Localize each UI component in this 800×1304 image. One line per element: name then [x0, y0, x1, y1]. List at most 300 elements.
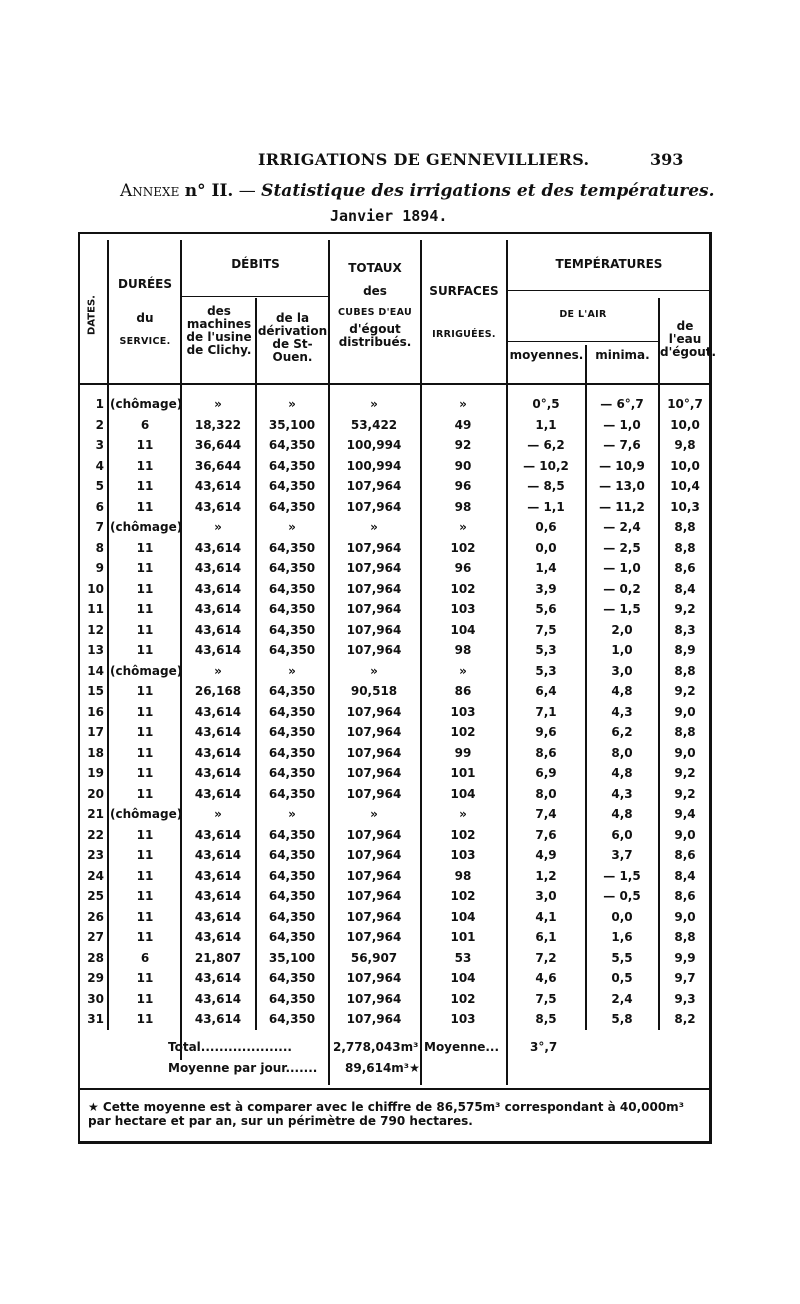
table-row: [0, 643, 800, 664]
header-derivation: de la dérivation de St-Ouen.: [257, 311, 328, 364]
date-cell: 28: [87, 950, 104, 965]
month-heading: Janvier 1894.: [330, 207, 448, 225]
date-cell: 2: [95, 417, 104, 432]
machines-cell: 43,614: [194, 745, 242, 760]
header-de-l-air: DE L'AIR: [559, 309, 607, 320]
date-cell: 10: [87, 581, 104, 596]
temp-minima-cell: — 1,0: [603, 561, 641, 575]
machines-cell: 43,614: [194, 827, 242, 842]
table-row: [0, 623, 800, 644]
table-row: [0, 500, 800, 521]
machines-cell: 36,644: [194, 458, 242, 473]
temp-minima-cell: 4,3: [611, 704, 633, 719]
temp-egout-cell: 8,3: [674, 622, 696, 637]
machines-cell: 43,614: [194, 561, 242, 575]
machines-cell: »: [214, 807, 222, 821]
annex-title: [120, 181, 715, 201]
duree-cell: 11: [136, 479, 154, 493]
machines-cell: 43,614: [194, 991, 242, 1006]
table-row: [0, 1012, 800, 1033]
duree-cell: (chômage): [110, 663, 183, 678]
derivation-cell: 64,350: [268, 1012, 316, 1026]
duree-cell: 6: [140, 950, 150, 965]
surface-cell: 104: [450, 786, 476, 801]
duree-cell: 11: [136, 766, 154, 780]
surface-cell: 103: [450, 1012, 476, 1026]
header-rule: [80, 383, 710, 385]
table-row: [0, 828, 800, 849]
temp-minima-cell: — 2,5: [603, 540, 641, 555]
machines-cell: 43,614: [194, 581, 242, 596]
temp-moyenne-cell: 6,9: [535, 766, 557, 780]
moyenne-jour-label: Moyenne par jour.......: [168, 1061, 318, 1075]
temp-minima-cell: — 1,5: [603, 602, 641, 616]
total-cell: 56,907: [350, 950, 398, 965]
temp-moyenne-cell: 5,6: [535, 602, 557, 616]
derivation-cell: 64,350: [268, 766, 316, 780]
surface-cell: 104: [450, 909, 476, 924]
date-cell: 29: [87, 971, 104, 985]
derivation-cell: 64,350: [268, 581, 316, 596]
date-cell: 14: [87, 663, 104, 678]
machines-cell: »: [214, 663, 222, 678]
total-cell: 53,422: [350, 417, 398, 432]
header-des: des: [363, 284, 387, 298]
surface-cell: 103: [450, 704, 476, 719]
total-cell: »: [370, 807, 378, 821]
temp-moyenne-cell: 7,6: [535, 827, 557, 842]
temp-egout-cell: 8,8: [674, 540, 696, 555]
header-minima: minima.: [595, 348, 650, 362]
temp-egout-cell: 9,7: [674, 971, 696, 985]
total-cell: 107,964: [346, 991, 402, 1006]
header-service: SERVICE.: [119, 336, 171, 347]
table-row: [0, 602, 800, 623]
date-cell: 23: [87, 848, 104, 862]
derivation-cell: 64,350: [268, 745, 316, 760]
temp-egout-cell: 10,4: [670, 479, 700, 493]
duree-cell: 11: [136, 602, 154, 616]
header-moyennes: moyennes.: [509, 348, 584, 362]
temp-moyenne-cell: 7,2: [535, 950, 557, 965]
total-cell: 107,964: [346, 909, 402, 924]
temp-moyenne-cell: 4,6: [535, 971, 557, 985]
date-cell: 24: [87, 868, 104, 883]
total-cell: 107,964: [346, 561, 402, 575]
date-cell: 4: [95, 458, 104, 473]
date-cell: 19: [87, 766, 104, 780]
temp-minima-cell: 8,0: [611, 745, 633, 760]
temp-minima-cell: — 0,5: [603, 889, 641, 903]
temp-minima-cell: 6,0: [611, 827, 633, 842]
date-cell: 6: [95, 499, 104, 514]
surface-cell: 98: [454, 868, 472, 883]
table-row: [0, 930, 800, 951]
duree-cell: 11: [136, 581, 154, 596]
total-cell: 107,964: [346, 848, 402, 862]
temp-egout-cell: 9,4: [674, 807, 696, 821]
temp-minima-cell: 4,8: [611, 766, 633, 780]
total-cell: 107,964: [346, 930, 402, 944]
temp-moyenne-cell: 8,5: [535, 1012, 557, 1026]
total-cell: 90,518: [350, 684, 398, 698]
derivation-cell: 64,350: [268, 458, 316, 473]
surface-cell: 103: [450, 848, 476, 862]
table-row: [0, 705, 800, 726]
temp-minima-cell: — 1,0: [603, 417, 641, 432]
temp-moyenne-cell: 3,0: [535, 889, 557, 903]
duree-cell: 11: [136, 643, 154, 657]
date-cell: 21: [87, 807, 104, 821]
total-cell: 107,964: [346, 602, 402, 616]
date-cell: 7: [95, 520, 104, 534]
temp-minima-cell: 4,8: [611, 807, 633, 821]
duree-cell: 11: [136, 971, 154, 985]
temp-moyenne-cell: 7,4: [535, 807, 557, 821]
total-cell: 100,994: [346, 438, 402, 452]
machines-cell: 36,644: [194, 438, 242, 452]
temp-moyenne-cell: — 8,5: [527, 479, 565, 493]
total-cell: 107,964: [346, 622, 402, 637]
duree-cell: 11: [136, 786, 154, 801]
date-cell: 31: [87, 1012, 104, 1026]
temp-egout-cell: 9,3: [674, 991, 696, 1006]
surface-cell: 104: [450, 971, 476, 985]
footer-rule: [80, 1088, 710, 1090]
header-debits: DÉBITS: [231, 257, 280, 271]
header-totaux: TOTAUX: [348, 261, 402, 275]
total-label: Total....................: [168, 1040, 292, 1054]
surface-cell: 86: [454, 684, 472, 698]
annex-dash: —: [238, 181, 256, 201]
total-cell: 107,964: [346, 745, 402, 760]
surface-cell: 99: [454, 745, 472, 760]
total-cell: 107,964: [346, 581, 402, 596]
duree-cell: 11: [136, 889, 154, 903]
table-row: [0, 684, 800, 705]
annex-label: Annexe: [120, 181, 180, 201]
table-row: [0, 910, 800, 931]
total-cell: »: [370, 663, 378, 678]
header-du: du: [136, 311, 154, 325]
table-row: [0, 479, 800, 500]
table-row: [0, 889, 800, 910]
date-cell: 20: [87, 786, 104, 801]
temp-moyenne-cell: 3,9: [535, 581, 557, 596]
total-cell: 107,964: [346, 725, 402, 739]
date-cell: 25: [87, 889, 104, 903]
duree-cell: 11: [136, 438, 154, 452]
temp-egout-cell: 9,2: [674, 786, 696, 801]
temp-egout-cell: 8,6: [674, 889, 696, 903]
table-row: [0, 459, 800, 480]
duree-cell: 11: [136, 827, 154, 842]
temp-moyenne-cell: 0°,5: [532, 397, 560, 411]
surface-cell: 102: [450, 725, 476, 739]
machines-cell: 43,614: [194, 725, 242, 739]
temp-moyenne-cell: 9,6: [535, 725, 557, 739]
total-cell: 100,994: [346, 458, 402, 473]
temp-egout-cell: 10,0: [670, 417, 700, 432]
machines-cell: 43,614: [194, 499, 242, 514]
temp-moyenne-cell: 7,5: [535, 622, 557, 637]
table-row: [0, 766, 800, 787]
footnote: ★ Cette moyenne est à comparer avec le chiffre de 86,575m³ correspondant à 40,000m³ par hectare et par an, sur un périmètre de 790 hectares.: [88, 1100, 684, 1128]
temp-egout-cell: 9,8: [674, 438, 696, 452]
machines-cell: 43,614: [194, 766, 242, 780]
derivation-cell: 64,350: [268, 848, 316, 862]
temp-minima-cell: 5,5: [611, 950, 633, 965]
duree-cell: 11: [136, 725, 154, 739]
temp-egout-cell: 10°,7: [667, 397, 703, 411]
annex-text: Statistique des irrigations et des températures.: [261, 181, 715, 201]
machines-cell: 43,614: [194, 622, 242, 637]
duree-cell: 11: [136, 684, 154, 698]
temp-egout-cell: 9,0: [674, 827, 696, 842]
temp-egout-cell: 8,6: [674, 848, 696, 862]
table-row: [0, 725, 800, 746]
derivation-cell: 64,350: [268, 786, 316, 801]
derivation-cell: »: [288, 663, 296, 678]
surface-cell: »: [459, 807, 467, 821]
temp-minima-cell: — 10,9: [599, 458, 645, 473]
derivation-cell: 64,350: [268, 704, 316, 719]
table-row: [0, 520, 800, 541]
surface-cell: 98: [454, 643, 472, 657]
table-row: [0, 869, 800, 890]
machines-cell: 43,614: [194, 540, 242, 555]
machines-cell: 43,614: [194, 909, 242, 924]
temp-moyenne-cell: — 6,2: [527, 438, 565, 452]
header-eau-egout: de l'eau d'égout.: [660, 319, 717, 359]
temp-egout-cell: 9,2: [674, 766, 696, 780]
temp-minima-cell: — 7,6: [603, 438, 641, 452]
machines-cell: 43,614: [194, 602, 242, 616]
derivation-cell: 64,350: [268, 827, 316, 842]
derivation-cell: 64,350: [268, 602, 316, 616]
temp-minima-cell: 1,0: [611, 643, 633, 657]
temp-egout-cell: 8,8: [674, 520, 696, 534]
derivation-cell: 64,350: [268, 889, 316, 903]
surface-cell: 102: [450, 991, 476, 1006]
surface-cell: 49: [454, 417, 472, 432]
surface-cell: »: [459, 663, 467, 678]
surface-cell: 102: [450, 889, 476, 903]
derivation-cell: 64,350: [268, 909, 316, 924]
debits-brace: [182, 296, 328, 297]
date-cell: 9: [95, 561, 104, 575]
date-cell: 26: [87, 909, 104, 924]
surface-cell: 98: [454, 499, 472, 514]
total-cell: 107,964: [346, 540, 402, 555]
total-cell: 107,964: [346, 827, 402, 842]
table-row: [0, 971, 800, 992]
table-row: [0, 541, 800, 562]
running-head: [0, 150, 800, 174]
temp-minima-cell: — 13,0: [599, 479, 645, 493]
surface-cell: 102: [450, 581, 476, 596]
temp-minima-cell: 0,5: [611, 971, 633, 985]
table-row: [0, 438, 800, 459]
total-cell: 107,964: [346, 971, 402, 985]
temp-moyenne-cell: 4,9: [535, 848, 557, 862]
temp-moyenne-cell: 0,6: [535, 520, 557, 534]
table-row: [0, 746, 800, 767]
duree-cell: 11: [136, 540, 154, 555]
total-value: 2,778,043m³: [333, 1040, 419, 1054]
machines-cell: 43,614: [194, 704, 242, 719]
table-row: [0, 787, 800, 808]
temp-egout-cell: 10,3: [670, 499, 700, 514]
machines-cell: 43,614: [194, 479, 242, 493]
table-row: [0, 418, 800, 439]
duree-cell: (chômage): [110, 397, 183, 411]
machines-cell: 43,614: [194, 643, 242, 657]
total-cell: 107,964: [346, 1012, 402, 1026]
total-cell: 107,964: [346, 889, 402, 903]
date-cell: 8: [95, 540, 104, 555]
temp-moyenne-cell: 8,0: [535, 786, 557, 801]
table-row: [0, 951, 800, 972]
derivation-cell: 64,350: [268, 438, 316, 452]
date-cell: 11: [87, 602, 104, 616]
temp-brace: [508, 290, 710, 291]
machines-cell: 26,168: [194, 684, 242, 698]
date-cell: 5: [95, 479, 104, 493]
surface-cell: 102: [450, 540, 476, 555]
surface-cell: 102: [450, 827, 476, 842]
total-cell: 107,964: [346, 499, 402, 514]
duree-cell: 11: [136, 561, 154, 575]
duree-cell: 11: [136, 868, 154, 883]
machines-cell: »: [214, 397, 222, 411]
temp-egout-cell: 9,0: [674, 909, 696, 924]
date-cell: 15: [87, 684, 104, 698]
header-dates: DATES.: [86, 295, 98, 335]
date-cell: 3: [95, 438, 104, 452]
temp-egout-cell: 8,4: [674, 581, 696, 596]
temp-minima-cell: — 2,4: [603, 520, 641, 534]
surface-cell: 96: [454, 479, 472, 493]
machines-cell: 43,614: [194, 889, 242, 903]
table-row: [0, 664, 800, 685]
derivation-cell: 64,350: [268, 991, 316, 1006]
derivation-cell: 64,350: [268, 643, 316, 657]
temp-minima-cell: 3,0: [611, 663, 633, 678]
temp-moyenne-cell: 7,5: [535, 991, 557, 1006]
date-cell: 13: [87, 643, 104, 657]
duree-cell: 11: [136, 622, 154, 637]
total-cell: »: [370, 397, 378, 411]
duree-cell: 11: [136, 745, 154, 760]
temp-minima-cell: 2,4: [611, 991, 633, 1006]
table-row: [0, 561, 800, 582]
derivation-cell: 64,350: [268, 561, 316, 575]
duree-cell: 11: [136, 909, 154, 924]
header-irriguees: IRRIGUÉES.: [432, 329, 496, 340]
temp-moyenne-cell: 8,6: [535, 745, 557, 760]
header-temperatures: TEMPÉRATURES: [555, 257, 663, 271]
temp-moyenne-cell: 4,1: [535, 909, 557, 924]
derivation-cell: 64,350: [268, 971, 316, 985]
derivation-cell: 64,350: [268, 540, 316, 555]
total-cell: 107,964: [346, 479, 402, 493]
derivation-cell: 64,350: [268, 499, 316, 514]
temp-egout-cell: 8,4: [674, 868, 696, 883]
total-cell: 107,964: [346, 704, 402, 719]
header-durees: DURÉES: [118, 277, 172, 291]
derivation-cell: 35,100: [268, 950, 316, 965]
surface-cell: 103: [450, 602, 476, 616]
date-cell: 17: [87, 725, 104, 739]
header-egout-distribues: d'égout distribués.: [338, 322, 412, 349]
derivation-cell: 64,350: [268, 479, 316, 493]
derivation-cell: 64,350: [268, 930, 316, 944]
temp-moyenne-cell: 1,1: [535, 417, 557, 432]
machines-cell: 43,614: [194, 930, 242, 944]
machines-cell: 43,614: [194, 971, 242, 985]
table-row: [0, 848, 800, 869]
temp-minima-cell: 1,6: [611, 930, 633, 944]
duree-cell: 11: [136, 930, 154, 944]
header-surfaces: SURFACES: [429, 284, 499, 298]
temp-moyenne-cell: 1,4: [535, 561, 557, 575]
temp-moyenne-cell: 1,2: [535, 868, 557, 883]
derivation-cell: 64,350: [268, 868, 316, 883]
surface-cell: 92: [454, 438, 472, 452]
temp-egout-cell: 9,2: [674, 684, 696, 698]
temp-minima-cell: — 0,2: [603, 581, 641, 596]
duree-cell: (chômage): [110, 807, 183, 821]
date-cell: 1: [95, 397, 104, 411]
table-row: [0, 807, 800, 828]
total-cell: 107,964: [346, 786, 402, 801]
moyenne-surfaces-label: Moyenne...: [424, 1040, 500, 1054]
temp-egout-cell: 8,8: [674, 725, 696, 739]
derivation-cell: 35,100: [268, 417, 316, 432]
derivation-cell: »: [288, 807, 296, 821]
temp-moyenne-cell: — 10,2: [523, 458, 569, 473]
date-cell: 16: [87, 704, 104, 719]
duree-cell: 11: [136, 848, 154, 862]
temp-moyenne-cell: 5,3: [535, 643, 557, 657]
table-row: [0, 582, 800, 603]
temp-minima-cell: 4,8: [611, 684, 633, 698]
machines-cell: 43,614: [194, 1012, 242, 1026]
moyenne-jour-value: 89,614m³★: [345, 1061, 420, 1075]
table-row: [0, 992, 800, 1013]
date-cell: 12: [87, 622, 104, 637]
temp-minima-cell: — 6°,7: [600, 397, 644, 411]
total-cell: 107,964: [346, 766, 402, 780]
running-head-title: IRRIGATIONS DE GENNEVILLIERS.: [258, 150, 590, 169]
table-row: [0, 397, 800, 418]
temp-egout-cell: 8,6: [674, 561, 696, 575]
surface-cell: 53: [454, 950, 472, 965]
total-cell: 107,964: [346, 868, 402, 883]
header-machines: des machines de l'usine de Clichy.: [186, 304, 252, 357]
derivation-cell: »: [288, 520, 296, 534]
temp-minima-cell: 4,3: [611, 786, 633, 801]
derivation-cell: 64,350: [268, 622, 316, 637]
temp-moyenne-cell: 5,3: [535, 663, 557, 678]
temp-minima-cell: 3,7: [611, 848, 633, 862]
machines-cell: »: [214, 520, 222, 534]
date-cell: 27: [87, 930, 104, 944]
machines-cell: 43,614: [194, 848, 242, 862]
temp-egout-cell: 8,8: [674, 663, 696, 678]
derivation-cell: 64,350: [268, 725, 316, 739]
